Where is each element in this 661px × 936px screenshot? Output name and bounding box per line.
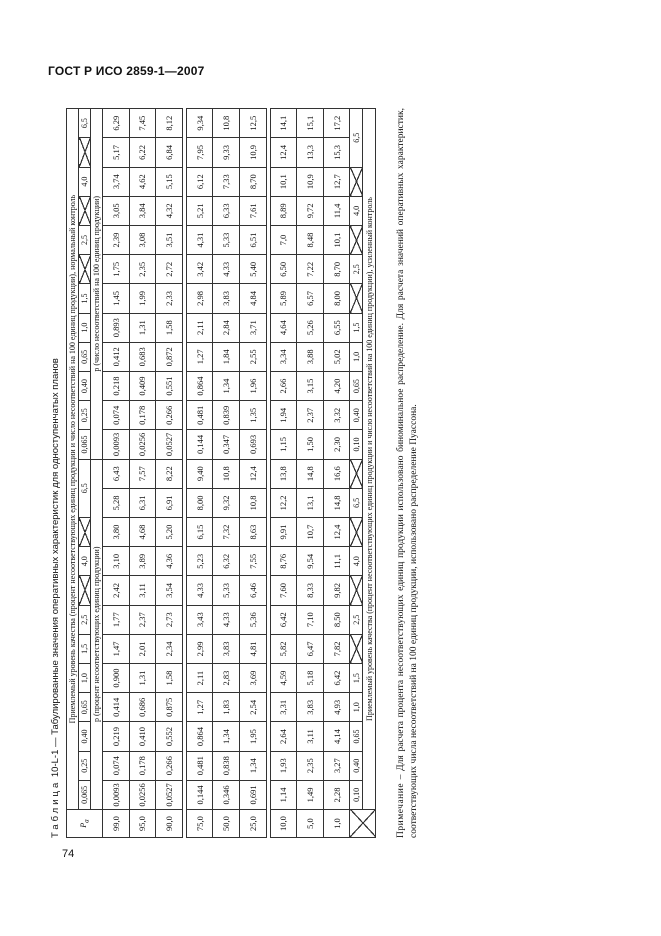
table-cell: 1,99 — [129, 284, 156, 313]
table-cell: 0,144 — [186, 780, 213, 809]
table-cell: 8,22 — [156, 459, 183, 488]
empty-crossed-cell — [79, 576, 91, 605]
table-cell: 6,47 — [297, 634, 324, 663]
table-cell: 1,58 — [156, 313, 183, 342]
table-cell: 2,37 — [129, 605, 156, 634]
table-cell: 3,10 — [103, 547, 130, 576]
table-cell: 0,178 — [129, 751, 156, 780]
table-cell: 8,63 — [239, 517, 266, 546]
table-cell: 4,33 — [213, 605, 240, 634]
aql-value: 0,25 — [79, 401, 91, 430]
table-cell: 8,00 — [186, 488, 213, 517]
empty-crossed-cell — [350, 810, 376, 838]
table-cell: 14,8 — [323, 488, 350, 517]
table-cell: 0,0256 — [129, 780, 156, 809]
table-cell: 9,82 — [323, 576, 350, 605]
table-cell: 5,15 — [156, 167, 183, 196]
table-cell: 1,34 — [239, 751, 266, 780]
note-label: Примечание — [396, 782, 406, 838]
empty-crossed-cell — [350, 634, 363, 663]
pa-value: 95,0 — [129, 810, 156, 838]
table-cell: 0,875 — [156, 693, 183, 722]
pa-value: 25,0 — [239, 810, 266, 838]
table-cell: 2,28 — [323, 780, 350, 809]
table-cell: 6,15 — [186, 517, 213, 546]
caption-text: — Табулированные значения оперативных характеристик для одноступенчатых планов — [50, 358, 61, 750]
table-cell: 1,58 — [156, 663, 183, 692]
empty-crossed-cell — [79, 138, 91, 167]
table-cell: 2,66 — [270, 371, 297, 400]
table-cell: 6,29 — [103, 109, 130, 138]
table-cell: 5,28 — [103, 488, 130, 517]
aql-value: 4,0 — [79, 547, 91, 576]
table-cell: 7,33 — [213, 167, 240, 196]
table-cell: 16,6 — [323, 459, 350, 488]
table-cell: 0,074 — [103, 401, 130, 430]
empty-crossed-cell — [79, 517, 91, 546]
table-cell: 3,51 — [156, 225, 183, 254]
table-cell: 1,45 — [103, 284, 130, 313]
table-cell: 2,11 — [186, 663, 213, 692]
table-cell: 8,48 — [297, 225, 324, 254]
empty-crossed-cell — [350, 459, 363, 488]
empty-crossed-cell — [350, 167, 363, 196]
aql-tightened-value: 2,5 — [350, 255, 363, 284]
page-number: 74 — [62, 848, 75, 860]
table-cell: 0,219 — [103, 722, 130, 751]
table-cell: 11,1 — [323, 547, 350, 576]
table-cell: 1,34 — [213, 722, 240, 751]
aql-tightened-value: 6,5 — [350, 488, 363, 517]
pa-value: 75,0 — [186, 810, 213, 838]
table-cell: 1,47 — [103, 634, 130, 663]
table-cell: 7,95 — [186, 138, 213, 167]
table-row — [297, 109, 324, 838]
table-cell: 15,1 — [297, 109, 324, 138]
table-row — [239, 109, 266, 838]
table-cell: 12,4 — [239, 459, 266, 488]
table-cell: 3,80 — [103, 517, 130, 546]
table-cell: 10,8 — [213, 459, 240, 488]
pa-value: 1,0 — [323, 810, 350, 838]
aql-value: 4,0 — [79, 167, 91, 196]
empty-crossed-cell — [350, 517, 363, 546]
oc-table — [66, 108, 376, 838]
aql-tightened-value: 2,5 — [350, 605, 363, 634]
table-cell: 14,1 — [270, 109, 297, 138]
table-cell: 1,96 — [239, 371, 266, 400]
caption-number: 10-L-1 — [50, 749, 61, 778]
pa-value: 99,0 — [103, 810, 130, 838]
table-cell: 6,55 — [323, 313, 350, 342]
table-cell: 6,12 — [186, 167, 213, 196]
table-cell: 12,2 — [270, 488, 297, 517]
table-cell: 12,4 — [270, 138, 297, 167]
table-cell: 5,17 — [103, 138, 130, 167]
table-cell: 0,872 — [156, 342, 183, 371]
table-cell: 8,70 — [323, 255, 350, 284]
table-cell: 7,22 — [297, 255, 324, 284]
table-row — [186, 109, 213, 838]
table-cell: 2,37 — [297, 401, 324, 430]
pa-value: 90,0 — [156, 810, 183, 838]
table-cell: 0,0527 — [156, 780, 183, 809]
aql-value: 1,0 — [79, 313, 91, 342]
aql-value: 0,065 — [79, 430, 91, 459]
table-cell: 6,50 — [270, 255, 297, 284]
table-cell: 2,83 — [213, 663, 240, 692]
table-cell: 6,33 — [213, 196, 240, 225]
aql-tightened-value: 4,0 — [350, 547, 363, 576]
table-cell: 6,57 — [297, 284, 324, 313]
table-cell: 1,94 — [270, 401, 297, 430]
table-cell: 0,0527 — [156, 430, 183, 459]
aql-tightened-value: 1,5 — [350, 663, 363, 692]
table-cell: 1,93 — [270, 751, 297, 780]
table-cell: 6,51 — [239, 225, 266, 254]
table-cell: 4,14 — [323, 722, 350, 751]
table-cell: 2,35 — [129, 255, 156, 284]
table-cell: 4,81 — [239, 634, 266, 663]
aql-tightened-value: 0,10 — [350, 780, 363, 809]
table-row — [103, 109, 130, 838]
table-cell: 0,900 — [103, 663, 130, 692]
table-cell: 3,32 — [323, 401, 350, 430]
table-cell: 7,60 — [270, 576, 297, 605]
table-cell: 1,83 — [213, 693, 240, 722]
table-cell: 2,55 — [239, 342, 266, 371]
table-cell: 17,2 — [323, 109, 350, 138]
table-cell: 5,21 — [186, 196, 213, 225]
aql-value: 0,065 — [79, 780, 91, 809]
table-cell: 7,32 — [213, 517, 240, 546]
table-cell: 0,144 — [186, 430, 213, 459]
table-cell: 1,77 — [103, 605, 130, 634]
table-cell: 5,26 — [297, 313, 324, 342]
table-cell: 13,3 — [297, 138, 324, 167]
table-cell: 7,61 — [239, 196, 266, 225]
table-cell: 2,72 — [156, 255, 183, 284]
aql-value: 0,40 — [79, 371, 91, 400]
table-cell: 5,36 — [239, 605, 266, 634]
table-row — [323, 109, 350, 838]
aql-value: 0,65 — [79, 693, 91, 722]
table-cell: 5,20 — [156, 517, 183, 546]
table-cell: 0,686 — [129, 693, 156, 722]
table-cell: 0,481 — [186, 751, 213, 780]
table-cell: 3,89 — [129, 547, 156, 576]
table-cell: 0,691 — [239, 780, 266, 809]
table-cell: 0,409 — [129, 371, 156, 400]
table-cell: 10,9 — [239, 138, 266, 167]
aql-tightened-value: 0,40 — [350, 751, 363, 780]
table-cell: 2,99 — [186, 634, 213, 663]
table-cell: 10,8 — [239, 488, 266, 517]
table-cell: 5,02 — [323, 342, 350, 371]
table-cell: 1,27 — [186, 342, 213, 371]
table-cell: 0,839 — [213, 401, 240, 430]
table-cell: 10,9 — [297, 167, 324, 196]
table-cell: 4,62 — [129, 167, 156, 196]
table-cell: 10,7 — [297, 517, 324, 546]
table-cell: 3,88 — [297, 342, 324, 371]
table-cell: 12,5 — [239, 109, 266, 138]
table-cell: 6,84 — [156, 138, 183, 167]
table-cell: 0,074 — [103, 751, 130, 780]
table-cell: 1,14 — [270, 780, 297, 809]
table-cell: 1,15 — [270, 430, 297, 459]
table-cell: 0,266 — [156, 401, 183, 430]
table-cell: 9,72 — [297, 196, 324, 225]
table-cell: 14,8 — [297, 459, 324, 488]
table-cell: 0,838 — [213, 751, 240, 780]
table-cell: 3,71 — [239, 313, 266, 342]
table-cell: 6,31 — [129, 488, 156, 517]
table-cell: 6,43 — [103, 459, 130, 488]
table-cell: 1,50 — [297, 430, 324, 459]
table-cell: 1,34 — [213, 371, 240, 400]
aql-tightened-value: 1,0 — [350, 342, 363, 371]
table-cell: 3,08 — [129, 225, 156, 254]
table-cell: 6,42 — [270, 605, 297, 634]
table-cell: 4,20 — [323, 371, 350, 400]
table-cell: 9,40 — [186, 459, 213, 488]
table-cell: 3,54 — [156, 576, 183, 605]
table-cell: 4,84 — [239, 284, 266, 313]
table-cell: 3,11 — [297, 722, 324, 751]
aql-tightened-value: 4,0 — [350, 196, 363, 225]
empty-crossed-cell — [79, 255, 91, 284]
aql-value: 2,5 — [79, 225, 91, 254]
empty-crossed-cell — [350, 576, 363, 605]
table-cell: 0,864 — [186, 371, 213, 400]
table-row — [270, 109, 297, 838]
aql-tightened-value: 1,0 — [350, 693, 363, 722]
table-cell: 7,57 — [129, 459, 156, 488]
table-cell: 8,76 — [270, 547, 297, 576]
table-cell: 8,89 — [270, 196, 297, 225]
table-cell: 0,178 — [129, 401, 156, 430]
table-cell: 8,70 — [239, 167, 266, 196]
pa-value: 5,0 — [297, 810, 324, 838]
aql-value: 1,0 — [79, 663, 91, 692]
table-cell: 2,33 — [156, 284, 183, 313]
aql-value: 6,5 — [79, 459, 91, 517]
table-cell: 1,95 — [239, 722, 266, 751]
table-cell: 9,33 — [213, 138, 240, 167]
table-cell: 1,75 — [103, 255, 130, 284]
table-cell: 4,68 — [129, 517, 156, 546]
table-cell: 1,31 — [129, 663, 156, 692]
aql-tightened-value: 0,65 — [350, 722, 363, 751]
aql-value: 1,5 — [79, 634, 91, 663]
table-cell: 2,42 — [103, 576, 130, 605]
table-cell: 9,54 — [297, 547, 324, 576]
table-cell: 4,32 — [156, 196, 183, 225]
table-cell: 6,22 — [129, 138, 156, 167]
aql-tightened-row — [350, 109, 363, 838]
table-cell: 3,11 — [129, 576, 156, 605]
table-cell: 4,64 — [270, 313, 297, 342]
table-cell: 0,412 — [103, 342, 130, 371]
table-cell: 2,64 — [270, 722, 297, 751]
table-cell: 5,33 — [213, 225, 240, 254]
table-cell: 0,0093 — [103, 430, 130, 459]
table-cell: 5,82 — [270, 634, 297, 663]
table-cell: 8,12 — [156, 109, 183, 138]
aql-value: 6,5 — [79, 109, 91, 138]
table-cell: 5,23 — [186, 547, 213, 576]
pa-value: 10,0 — [270, 810, 297, 838]
table-cell: 3,27 — [323, 751, 350, 780]
table-cell: 4,33 — [213, 255, 240, 284]
table-cell: 7,55 — [239, 547, 266, 576]
aql-value: 2,5 — [79, 605, 91, 634]
table-cell: 1,27 — [186, 693, 213, 722]
table-cell: 1,35 — [239, 401, 266, 430]
table-cell: 2,34 — [156, 634, 183, 663]
table-cell: 10,1 — [323, 225, 350, 254]
subheader-per100: p (число несоответствий на 100 единиц продукции) — [91, 109, 103, 460]
table-cell: 3,83 — [213, 284, 240, 313]
aql-tightened-value: 0,40 — [350, 401, 363, 430]
table-cell: 3,31 — [270, 693, 297, 722]
table-cell: 0,893 — [103, 313, 130, 342]
table-cell: 9,32 — [213, 488, 240, 517]
table-cell: 2,01 — [129, 634, 156, 663]
table-cell: 0,693 — [239, 430, 266, 459]
table-cell: 0,683 — [129, 342, 156, 371]
table-row — [156, 109, 183, 838]
table-cell: 12,7 — [323, 167, 350, 196]
table-cell: 3,74 — [103, 167, 130, 196]
table-cell: 0,0093 — [103, 780, 130, 809]
table-cell: 2,84 — [213, 313, 240, 342]
table-cell: 2,73 — [156, 605, 183, 634]
table-cell: 0,551 — [156, 371, 183, 400]
table-cell: 6,46 — [239, 576, 266, 605]
aql-value: 0,65 — [79, 342, 91, 371]
table-cell: 0,346 — [213, 780, 240, 809]
table-cell: 13,8 — [270, 459, 297, 488]
table-cell: 6,91 — [156, 488, 183, 517]
empty-crossed-cell — [350, 225, 363, 254]
table-cell: 7,0 — [270, 225, 297, 254]
aql-tightened-header: Приемлемый уровень качества (процент несоответствующих единиц продукции и число несоответствий на 100 единиц продукции), усиленный контроль — [363, 109, 376, 810]
table-cell: 4,33 — [186, 576, 213, 605]
table-cell: 3,42 — [186, 255, 213, 284]
table-cell: 1,31 — [129, 313, 156, 342]
pa-header: $P_a$ — [67, 810, 103, 838]
note-text: – Для расчета процента несоответствующих единиц продукции использовано биноминальное распределение. Для расчета значений оперативных характеристик, соответствующих числа несоответствий на 100 единиц продукции, использовано распределение Пуассона. — [396, 108, 419, 838]
table-cell: 7,10 — [297, 605, 324, 634]
aql-normal-header: Приемлемый уровень качества (процент несоответствующих единиц продукции и число несоответствий на 100 единиц продукции), нормальный контроль — [67, 109, 79, 810]
table-cell: 2,30 — [323, 430, 350, 459]
table-cell: 3,34 — [270, 342, 297, 371]
table-cell: 3,84 — [129, 196, 156, 225]
table-caption — [50, 108, 66, 838]
table-row — [129, 109, 156, 838]
table-cell: 3,69 — [239, 663, 266, 692]
table-cell: 6,42 — [323, 663, 350, 692]
table-cell: 0,218 — [103, 371, 130, 400]
aql-tightened-value: 1,5 — [350, 313, 363, 342]
table-cell: 0,410 — [129, 722, 156, 751]
caption-label: Таблица — [50, 779, 61, 838]
table-cell: 9,34 — [186, 109, 213, 138]
empty-crossed-cell — [350, 284, 363, 313]
subheader-percent: p (процент несоответствующих единиц продукции) — [91, 459, 103, 809]
table-cell: 1,49 — [297, 780, 324, 809]
table-cell: 0,347 — [213, 430, 240, 459]
table-cell: 5,40 — [239, 255, 266, 284]
table-cell: 0,552 — [156, 722, 183, 751]
table-cell: 4,36 — [156, 547, 183, 576]
table-cell: 8,50 — [323, 605, 350, 634]
table-cell: 2,98 — [186, 284, 213, 313]
table-cell: 2,35 — [297, 751, 324, 780]
table-cell: 3,83 — [297, 693, 324, 722]
table-cell: 8,33 — [297, 576, 324, 605]
aql-value: 0,40 — [79, 722, 91, 751]
table-cell: 0,414 — [103, 693, 130, 722]
aql-value: 0,25 — [79, 751, 91, 780]
table-cell: 6,32 — [213, 547, 240, 576]
table-cell: 7,82 — [323, 634, 350, 663]
table-cell: 12,4 — [323, 517, 350, 546]
table-row — [213, 109, 240, 838]
table-cell: 2,39 — [103, 225, 130, 254]
table-cell: 3,83 — [213, 634, 240, 663]
aql-value: 1,5 — [79, 284, 91, 313]
table-note — [395, 108, 421, 838]
table-cell: 0,0256 — [129, 430, 156, 459]
table-cell: 0,266 — [156, 751, 183, 780]
table-cell: 4,93 — [323, 693, 350, 722]
aql-tightened-value: 0,65 — [350, 371, 363, 400]
table-cell: 3,05 — [103, 196, 130, 225]
document-id: ГОСТ Р ИСО 2859-1—2007 — [48, 64, 205, 78]
table-cell: 9,91 — [270, 517, 297, 546]
table-cell: 11,4 — [323, 196, 350, 225]
table-cell: 7,45 — [129, 109, 156, 138]
pa-value: 50,0 — [213, 810, 240, 838]
empty-crossed-cell — [79, 196, 91, 225]
aql-tightened-value: 0,10 — [350, 430, 363, 459]
table-cell: 5,89 — [270, 284, 297, 313]
table-cell: 3,43 — [186, 605, 213, 634]
table-cell: 8,00 — [323, 284, 350, 313]
table-cell: 10,1 — [270, 167, 297, 196]
table-cell: 5,18 — [297, 663, 324, 692]
table-cell: 13,1 — [297, 488, 324, 517]
table-cell: 5,33 — [213, 576, 240, 605]
table-cell: 3,15 — [297, 371, 324, 400]
table-cell: 0,864 — [186, 722, 213, 751]
table-cell: 4,31 — [186, 225, 213, 254]
table-cell: 2,54 — [239, 693, 266, 722]
table-cell: 0,481 — [186, 401, 213, 430]
table-cell: 4,59 — [270, 663, 297, 692]
table-cell: 1,84 — [213, 342, 240, 371]
rotated-table-block — [50, 108, 419, 838]
aql-values-row — [79, 109, 91, 838]
table-cell: 2,11 — [186, 313, 213, 342]
aql-tightened-value: 6,5 — [350, 109, 363, 168]
table-cell: 15,3 — [323, 138, 350, 167]
table-cell: 10,8 — [213, 109, 240, 138]
